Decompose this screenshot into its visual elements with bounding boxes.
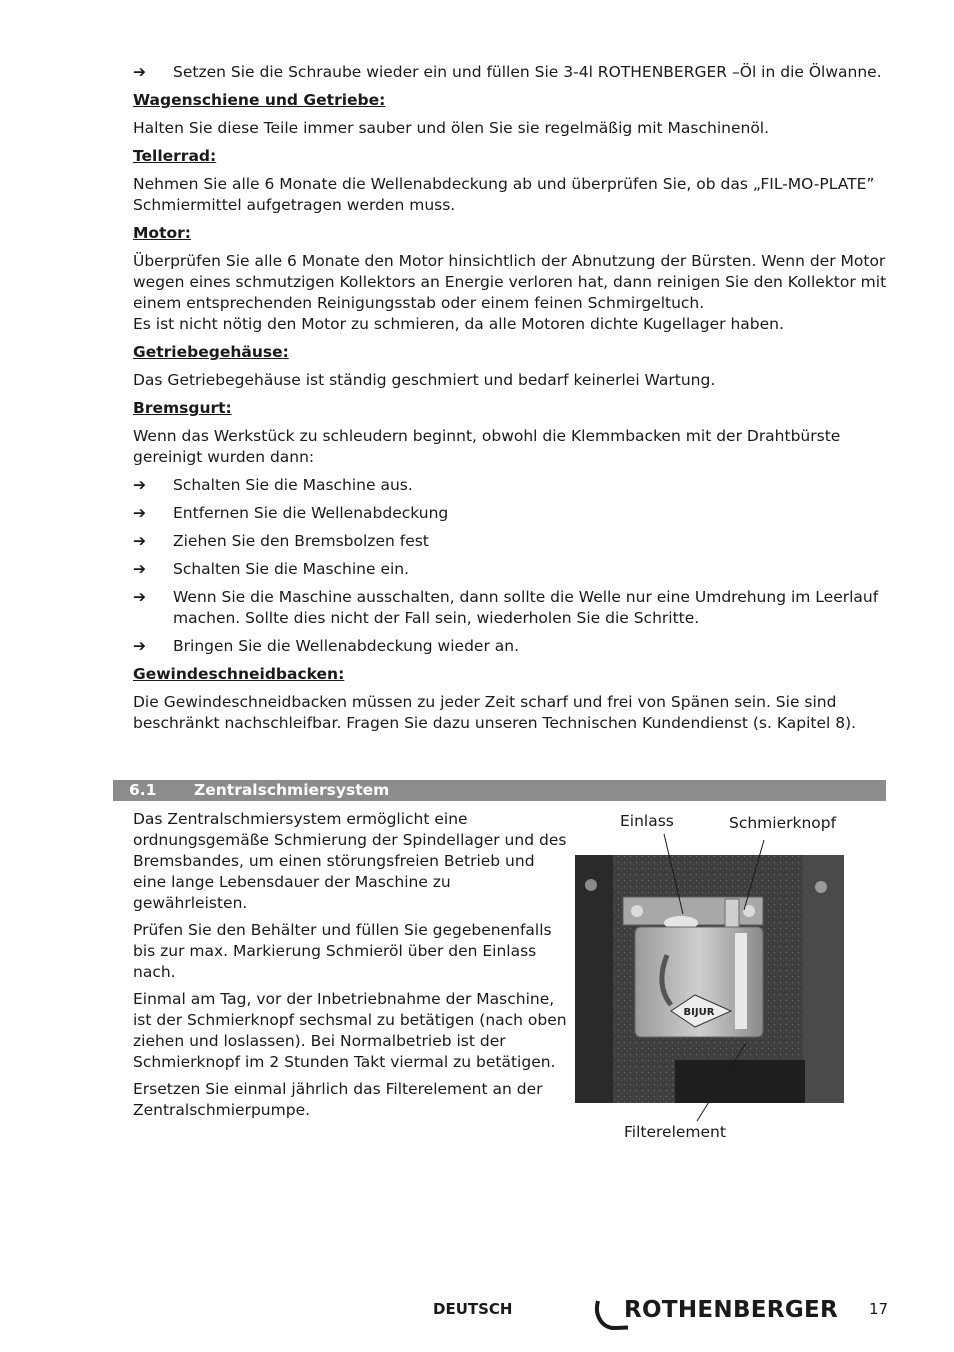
bullet-oil-refill <box>133 62 893 83</box>
rothenberger-logo <box>594 1293 839 1335</box>
step-text: Entfernen Sie die Wellenabdeckung <box>173 504 449 522</box>
step-text: Ziehen Sie den Bremsbolzen fest <box>173 532 429 550</box>
section-heading-bar <box>113 780 886 801</box>
footer-language: DEUTSCH <box>433 1300 513 1318</box>
para-tellerrad: Nehmen Sie alle 6 Monate die Wellenabdeckung ab und überprüfen Sie, ob das „FIL-MO-PLATE” Schmiermittel aufgetragen werden muss. <box>133 175 875 214</box>
logo-swoosh-icon <box>594 1293 628 1335</box>
arrow-right-icon: ➔ <box>133 560 146 578</box>
para-zentral-2: Prüfen Sie den Behälter und füllen Sie gegebenenfalls bis zur max. Markierung Schmieröl über den Einlass nach. <box>133 921 552 981</box>
label-einlass: Einlass <box>620 812 674 830</box>
bullet-text: Setzen Sie die Schraube wieder ein und füllen Sie 3-4l ROTHENBERGER –Öl in die Ölwanne. <box>173 63 882 81</box>
heading-getriebegehaeuse: Getriebegehäuse: <box>133 343 289 361</box>
machine-base <box>675 1060 805 1103</box>
arrow-right-icon: ➔ <box>133 637 146 655</box>
page-number: 17 <box>869 1300 889 1318</box>
heading-gewindeschneidbacken: Gewindeschneidbacken: <box>133 665 345 683</box>
frame-left <box>575 855 613 1103</box>
arrow-right-icon: ➔ <box>133 504 146 522</box>
heading-motor: Motor: <box>133 224 191 242</box>
bolt-icon <box>585 879 597 891</box>
para-zentral-3: Einmal am Tag, vor der Inbetriebnahme der Maschine, ist der Schmierknopf sechsmal zu betätigen (nach oben ziehen und loslassen). Bei Normalbetrieb ist der Schmierknopf im 2 Stunden Takt viermal zu betätigen. <box>133 990 567 1071</box>
step-text: Bringen Sie die Wellenabdeckung wieder an. <box>173 637 519 655</box>
para-motor-line2: Es ist nicht nötig den Motor zu schmieren, da alle Motoren dichte Kugellager haben. <box>133 315 784 333</box>
brems-step <box>133 475 893 496</box>
bijur-logo-text: BIJUR <box>683 1007 715 1018</box>
para-motor <box>133 251 893 335</box>
para-zentral-1: Das Zentralschmiersystem ermöglicht eine ordnungsgemäße Schmierung der Spindellager und des Bremsbandes, um einen störungsfreien Betrieb und eine lange Lebensdauer der Maschine zu gewährleisten. <box>133 810 567 912</box>
screw-icon <box>631 905 643 917</box>
screw-icon <box>743 905 755 917</box>
brems-step <box>133 559 893 580</box>
section-6-1-text <box>133 809 569 1127</box>
maintenance-content <box>133 62 893 741</box>
logo-wordmark: ROTHENBERGER <box>624 1297 839 1323</box>
arrow-right-icon: ➔ <box>133 588 146 606</box>
section-title: Zentralschmiersystem <box>194 781 390 799</box>
brems-step <box>133 636 893 657</box>
arrow-right-icon: ➔ <box>133 63 146 81</box>
para-zentral-4: Ersetzen Sie einmal jährlich das Filterelement an der Zentralschmierpumpe. <box>133 1080 543 1119</box>
step-text: Schalten Sie die Maschine aus. <box>173 476 413 494</box>
arrow-right-icon: ➔ <box>133 476 146 494</box>
para-motor-line1: Überprüfen Sie alle 6 Monate den Motor hinsichtlich der Abnutzung der Bürsten. Wenn der Motor wegen eines schmutzigen Kollektors an Energie verloren hat, dann reinigen Sie den Kollektor mit einem entsprechenden Reinigungsstab oder einem feinen Schmirgeltuch. <box>133 252 887 312</box>
heading-bremsgurt: Bremsgurt: <box>133 399 232 417</box>
step-text: Wenn Sie die Maschine ausschalten, dann sollte die Welle nur eine Umdrehung im Leerlauf machen. Sollte dies nicht der Fall sein, wiederholen Sie die Schritte. <box>173 588 879 627</box>
lubrication-pump-photo <box>575 855 844 1103</box>
arrow-right-icon: ➔ <box>133 532 146 550</box>
step-text: Schalten Sie die Maschine ein. <box>173 560 410 578</box>
brems-step <box>133 503 893 524</box>
label-filterelement: Filterelement <box>624 1123 726 1141</box>
para-gewindeschneidbacken: Die Gewindeschneidbacken müssen zu jeder Zeit scharf und frei von Spänen sein. Sie sind beschränkt nachschleifbar. Fragen Sie dazu unseren Technischen Kundendienst (s. Kapitel 8). <box>133 693 857 732</box>
heading-wagenschiene: Wagenschiene und Getriebe: <box>133 91 386 109</box>
section-number: 6.1 <box>129 781 157 799</box>
brems-step <box>133 531 893 552</box>
label-schmierknopf: Schmierknopf <box>729 814 837 832</box>
bolt-icon <box>815 881 827 893</box>
brems-step <box>133 587 893 629</box>
piston-rod <box>735 933 747 1029</box>
para-bremsgurt: Wenn das Werkstück zu schleudern beginnt, obwohl die Klemmbacken mit der Drahtbürste gereinigt wurden dann: <box>133 427 841 466</box>
heading-tellerrad: Tellerrad: <box>133 147 217 165</box>
para-wagenschiene: Halten Sie diese Teile immer sauber und ölen Sie sie regelmäßig mit Maschinenöl. <box>133 119 770 137</box>
para-getriebegehaeuse: Das Getriebegehäuse ist ständig geschmiert und bedarf keinerlei Wartung. <box>133 371 716 389</box>
